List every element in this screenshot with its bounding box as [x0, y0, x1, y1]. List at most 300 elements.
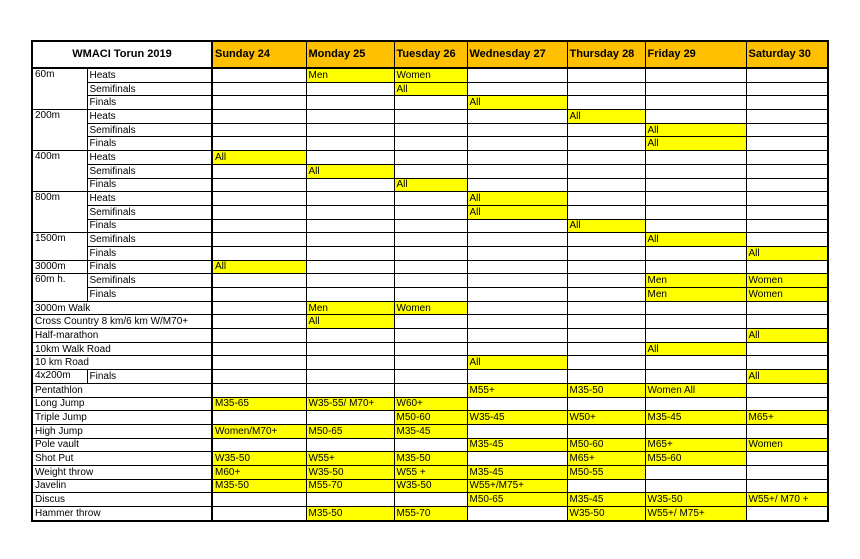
day-header-saturday: Saturday 30: [746, 41, 828, 68]
schedule-cell: [467, 110, 567, 124]
day-header-friday: Friday 29: [645, 41, 746, 68]
schedule-cell: [746, 465, 828, 479]
schedule-cell: [645, 424, 746, 438]
schedule-cell: [306, 246, 394, 260]
schedule-cell: [467, 424, 567, 438]
schedule-cell: All: [394, 178, 467, 192]
schedule-cell: All: [467, 192, 567, 206]
table-row: [32, 260, 828, 274]
schedule-cell: [394, 383, 467, 397]
schedule-cell: [645, 192, 746, 206]
schedule-cell: [212, 507, 306, 521]
event-name-cell: 4x200m: [32, 370, 87, 384]
schedule-cell: Men: [645, 274, 746, 288]
schedule-cell: [567, 178, 645, 192]
schedule-cell: [306, 288, 394, 302]
table-row: [32, 274, 828, 288]
event-name-cell: Half-marathon: [32, 329, 212, 343]
day-header-wednesday: Wednesday 27: [467, 41, 567, 68]
schedule-cell: Women: [746, 288, 828, 302]
schedule-cell: [306, 356, 394, 370]
schedule-cell: [467, 164, 567, 178]
schedule-cell: [645, 370, 746, 384]
schedule-cell: All: [645, 233, 746, 247]
schedule-cell: Women: [394, 68, 467, 82]
schedule-cell: [467, 274, 567, 288]
schedule-cell: [212, 246, 306, 260]
schedule-cell: [746, 164, 828, 178]
schedule-cell: Men: [645, 288, 746, 302]
schedule-cell: M35-50: [394, 452, 467, 466]
round-name-cell: Heats: [87, 68, 212, 82]
schedule-cell: [645, 465, 746, 479]
schedule-cell: M50-65: [467, 493, 567, 507]
schedule-cell: All: [567, 219, 645, 233]
schedule-cell: [567, 397, 645, 411]
schedule-cell: [394, 164, 467, 178]
schedule-cell: [567, 151, 645, 165]
schedule-cell: [306, 219, 394, 233]
schedule-cell: All: [645, 137, 746, 151]
schedule-cell: All: [306, 315, 394, 329]
schedule-cell: [467, 246, 567, 260]
schedule-cell: W35-50: [567, 507, 645, 521]
schedule-cell: [212, 110, 306, 124]
round-name-cell: Semifinals: [87, 274, 212, 288]
schedule-cell: [212, 342, 306, 356]
schedule-cell: [467, 123, 567, 137]
table-row: [32, 465, 828, 479]
schedule-cell: [746, 397, 828, 411]
schedule-cell: [567, 137, 645, 151]
table-row: [32, 479, 828, 493]
schedule-cell: Men: [306, 301, 394, 315]
round-name-cell: Semifinals: [87, 123, 212, 137]
schedule-cell: W35-50: [394, 479, 467, 493]
schedule-cell: [467, 260, 567, 274]
schedule-cell: [746, 301, 828, 315]
schedule-cell: [394, 288, 467, 302]
schedule-cell: [467, 452, 567, 466]
schedule-cell: [567, 342, 645, 356]
schedule-cell: Women: [746, 438, 828, 452]
round-name-cell: Finals: [87, 219, 212, 233]
schedule-cell: [746, 192, 828, 206]
schedule-cell: [467, 178, 567, 192]
event-name-cell: Cross Country 8 km/6 km W/M70+: [32, 315, 212, 329]
schedule-cell: [467, 137, 567, 151]
schedule-cell: [394, 219, 467, 233]
schedule-body: [32, 68, 828, 521]
schedule-cell: [645, 301, 746, 315]
schedule-cell: [746, 260, 828, 274]
schedule-cell: W55+/ M70 +: [746, 493, 828, 507]
schedule-cell: [567, 68, 645, 82]
round-name-cell: Finals: [87, 288, 212, 302]
schedule-cell: [306, 370, 394, 384]
schedule-cell: [746, 233, 828, 247]
schedule-cell: [567, 370, 645, 384]
schedule-cell: [567, 233, 645, 247]
schedule-cell: All: [212, 260, 306, 274]
round-name-cell: Finals: [87, 178, 212, 192]
table-row: [32, 315, 828, 329]
schedule-cell: [567, 260, 645, 274]
schedule-cell: M50-60: [394, 411, 467, 425]
schedule-cell: [306, 274, 394, 288]
table-row: [32, 356, 828, 370]
schedule-cell: [212, 178, 306, 192]
schedule-cell: [746, 137, 828, 151]
table-row: [32, 192, 828, 206]
schedule-cell: All: [567, 110, 645, 124]
schedule-cell: [645, 397, 746, 411]
schedule-cell: [567, 301, 645, 315]
table-row: [32, 82, 828, 96]
event-name-cell: 1500m: [32, 233, 87, 260]
schedule-cell: [467, 370, 567, 384]
schedule-cell: M35-50: [306, 507, 394, 521]
table-row: [32, 370, 828, 384]
schedule-cell: [212, 356, 306, 370]
table-row: [32, 342, 828, 356]
schedule-cell: M35-45: [645, 411, 746, 425]
schedule-cell: W35-55/ M70+: [306, 397, 394, 411]
schedule-cell: [212, 274, 306, 288]
schedule-cell: [306, 137, 394, 151]
event-name-cell: Pole vault: [32, 438, 212, 452]
schedule-cell: M50-55: [567, 465, 645, 479]
schedule-cell: [467, 301, 567, 315]
event-name-cell: High Jump: [32, 424, 212, 438]
schedule-cell: [212, 82, 306, 96]
round-name-cell: Finals: [87, 246, 212, 260]
schedule-cell: [746, 110, 828, 124]
schedule-cell: [467, 507, 567, 521]
schedule-cell: [306, 178, 394, 192]
schedule-cell: [212, 301, 306, 315]
schedule-cell: [746, 151, 828, 165]
event-name-cell: 10km Walk Road: [32, 342, 212, 356]
table-row: [32, 233, 828, 247]
event-name-cell: 3000m: [32, 260, 87, 274]
schedule-cell: [394, 205, 467, 219]
round-name-cell: Finals: [87, 96, 212, 110]
schedule-cell: [306, 82, 394, 96]
round-name-cell: Semifinals: [87, 205, 212, 219]
schedule-cell: [212, 329, 306, 343]
event-name-cell: 10 km Road: [32, 356, 212, 370]
schedule-cell: [645, 82, 746, 96]
schedule-cell: [306, 233, 394, 247]
schedule-cell: [467, 82, 567, 96]
schedule-cell: [467, 68, 567, 82]
schedule-cell: All: [746, 370, 828, 384]
schedule-cell: [394, 123, 467, 137]
schedule-cell: [212, 493, 306, 507]
schedule-cell: [212, 123, 306, 137]
table-row: [32, 452, 828, 466]
schedule-cell: [212, 192, 306, 206]
day-header-thursday: Thursday 28: [567, 41, 645, 68]
schedule-cell: M65+: [746, 411, 828, 425]
schedule-cell: [645, 356, 746, 370]
round-name-cell: Heats: [87, 192, 212, 206]
round-name-cell: Finals: [87, 137, 212, 151]
table-row: [32, 205, 828, 219]
schedule-cell: [212, 68, 306, 82]
table-row: [32, 164, 828, 178]
schedule-cell: W55+: [306, 452, 394, 466]
round-name-cell: Heats: [87, 110, 212, 124]
schedule-cell: [394, 274, 467, 288]
schedule-cell: [746, 315, 828, 329]
table-row: [32, 493, 828, 507]
schedule-cell: [306, 438, 394, 452]
schedule-cell: [746, 178, 828, 192]
schedule-cell: M35-65: [212, 397, 306, 411]
schedule-cell: All: [306, 164, 394, 178]
schedule-cell: [212, 137, 306, 151]
schedule-cell: W35-50: [645, 493, 746, 507]
schedule-cell: All: [645, 342, 746, 356]
schedule-cell: [645, 260, 746, 274]
schedule-cell: [645, 219, 746, 233]
event-name-cell: 60m h.: [32, 274, 87, 301]
schedule-cell: [746, 479, 828, 493]
schedule-cell: [645, 96, 746, 110]
table-row: [32, 424, 828, 438]
schedule-cell: [645, 315, 746, 329]
schedule-cell: [306, 192, 394, 206]
schedule-cell: All: [394, 82, 467, 96]
schedule-cell: [645, 164, 746, 178]
schedule-cell: [212, 96, 306, 110]
schedule-cell: [394, 370, 467, 384]
event-name-cell: 200m: [32, 110, 87, 151]
schedule-cell: W35-50: [212, 452, 306, 466]
schedule-cell: [467, 151, 567, 165]
schedule-cell: [645, 246, 746, 260]
schedule-cell: W55+/ M75+: [645, 507, 746, 521]
event-name-cell: Javelin: [32, 479, 212, 493]
schedule-cell: [212, 370, 306, 384]
table-row: [32, 151, 828, 165]
schedule-cell: All: [467, 356, 567, 370]
schedule-cell: M60+: [212, 465, 306, 479]
schedule-cell: M55-60: [645, 452, 746, 466]
schedule-cell: [645, 329, 746, 343]
schedule-cell: [567, 274, 645, 288]
schedule-cell: [645, 151, 746, 165]
schedule-cell: [746, 452, 828, 466]
schedule-cell: [394, 233, 467, 247]
round-name-cell: Semifinals: [87, 164, 212, 178]
table-row: [32, 383, 828, 397]
schedule-cell: [212, 233, 306, 247]
round-name-cell: Semifinals: [87, 233, 212, 247]
schedule-cell: All: [467, 205, 567, 219]
event-name-cell: 3000m Walk: [32, 301, 212, 315]
schedule-cell: Women All: [645, 383, 746, 397]
schedule-cell: M50-60: [567, 438, 645, 452]
schedule-cell: [394, 493, 467, 507]
schedule-cell: M55+: [467, 383, 567, 397]
table-row: [32, 219, 828, 233]
schedule-cell: [306, 96, 394, 110]
table-row: [32, 397, 828, 411]
table-row: [32, 411, 828, 425]
schedule-cell: M65+: [645, 438, 746, 452]
schedule-cell: [306, 493, 394, 507]
schedule-cell: [746, 205, 828, 219]
schedule-cell: [467, 397, 567, 411]
schedule-cell: All: [746, 329, 828, 343]
event-name-cell: Discus: [32, 493, 212, 507]
schedule-cell: [394, 137, 467, 151]
event-name-cell: 60m: [32, 68, 87, 110]
schedule-cell: [746, 219, 828, 233]
table-row: [32, 246, 828, 260]
table-row: [32, 507, 828, 521]
schedule-cell: [746, 342, 828, 356]
schedule-cell: [394, 356, 467, 370]
schedule-cell: [567, 192, 645, 206]
schedule-cell: [467, 219, 567, 233]
schedule-cell: [746, 383, 828, 397]
schedule-cell: [645, 178, 746, 192]
schedule-cell: W60+: [394, 397, 467, 411]
round-name-cell: Semifinals: [87, 82, 212, 96]
schedule-cell: [567, 329, 645, 343]
schedule-cell: [394, 96, 467, 110]
schedule-cell: [212, 164, 306, 178]
schedule-cell: [746, 356, 828, 370]
schedule-cell: [394, 151, 467, 165]
schedule-cell: [645, 68, 746, 82]
schedule-cell: [746, 507, 828, 521]
schedule-cell: [394, 260, 467, 274]
event-name-cell: Pentathlon: [32, 383, 212, 397]
day-header-tuesday: Tuesday 26: [394, 41, 467, 68]
schedule-cell: W35-50: [306, 465, 394, 479]
table-row: [32, 329, 828, 343]
schedule-cell: [306, 329, 394, 343]
day-header-monday: Monday 25: [306, 41, 394, 68]
schedule-title: WMACI Torun 2019: [32, 41, 212, 68]
schedule-cell: M35-45: [394, 424, 467, 438]
schedule-cell: [306, 151, 394, 165]
schedule-cell: M35-50: [567, 383, 645, 397]
schedule-cell: [567, 82, 645, 96]
schedule-cell: [467, 233, 567, 247]
schedule-cell: M35-50: [212, 479, 306, 493]
schedule-cell: [394, 192, 467, 206]
schedule-cell: [212, 438, 306, 452]
table-row: [32, 96, 828, 110]
schedule-cell: W55 +: [394, 465, 467, 479]
schedule-cell: M55-70: [394, 507, 467, 521]
schedule-cell: All: [212, 151, 306, 165]
schedule-cell: [306, 260, 394, 274]
schedule-cell: [746, 68, 828, 82]
table-row: [32, 137, 828, 151]
table-row: [32, 301, 828, 315]
schedule-cell: [567, 164, 645, 178]
round-name-cell: Finals: [87, 260, 212, 274]
schedule-cell: [306, 205, 394, 219]
schedule-cell: [394, 438, 467, 452]
event-name-cell: 800m: [32, 192, 87, 233]
schedule-cell: [567, 479, 645, 493]
event-name-cell: Long Jump: [32, 397, 212, 411]
schedule-cell: [394, 246, 467, 260]
schedule-cell: [746, 96, 828, 110]
schedule-cell: [306, 411, 394, 425]
schedule-cell: [645, 205, 746, 219]
round-name-cell: Finals: [87, 370, 212, 384]
schedule-cell: [467, 315, 567, 329]
schedule-cell: [212, 315, 306, 329]
schedule-cell: M35-45: [567, 493, 645, 507]
event-name-cell: Triple Jump: [32, 411, 212, 425]
round-name-cell: Heats: [87, 151, 212, 165]
event-name-cell: Weight throw: [32, 465, 212, 479]
schedule-cell: [567, 424, 645, 438]
schedule-cell: All: [645, 123, 746, 137]
schedule-table: [31, 40, 829, 522]
day-header-sunday: Sunday 24: [212, 41, 306, 68]
schedule-cell: [567, 123, 645, 137]
schedule-cell: [306, 110, 394, 124]
schedule-cell: [567, 96, 645, 110]
schedule-cell: W50+: [567, 411, 645, 425]
schedule-cell: [645, 110, 746, 124]
schedule-cell: [467, 342, 567, 356]
table-row: [32, 123, 828, 137]
schedule-cell: [567, 246, 645, 260]
schedule-cell: [212, 411, 306, 425]
table-row: [32, 288, 828, 302]
schedule-cell: [212, 288, 306, 302]
schedule-cell: [746, 82, 828, 96]
event-name-cell: Hammer throw: [32, 507, 212, 521]
schedule-cell: [467, 329, 567, 343]
schedule-cell: M65+: [567, 452, 645, 466]
table-row: [32, 178, 828, 192]
schedule-cell: [394, 342, 467, 356]
schedule-cell: M35-45: [467, 465, 567, 479]
schedule-cell: Women: [746, 274, 828, 288]
schedule-cell: [394, 329, 467, 343]
schedule-cell: [306, 123, 394, 137]
schedule-cell: Women/M70+: [212, 424, 306, 438]
schedule-cell: [567, 205, 645, 219]
schedule-cell: [746, 123, 828, 137]
table-row: [32, 438, 828, 452]
schedule-cell: [306, 342, 394, 356]
schedule-cell: [212, 383, 306, 397]
schedule-cell: M35-45: [467, 438, 567, 452]
schedule-cell: [567, 315, 645, 329]
schedule-cell: [394, 110, 467, 124]
schedule-cell: [306, 383, 394, 397]
schedule-cell: [394, 315, 467, 329]
schedule-cell: [746, 424, 828, 438]
schedule-cell: W55+/M75+: [467, 479, 567, 493]
schedule-cell: [645, 479, 746, 493]
event-name-cell: Shot Put: [32, 452, 212, 466]
